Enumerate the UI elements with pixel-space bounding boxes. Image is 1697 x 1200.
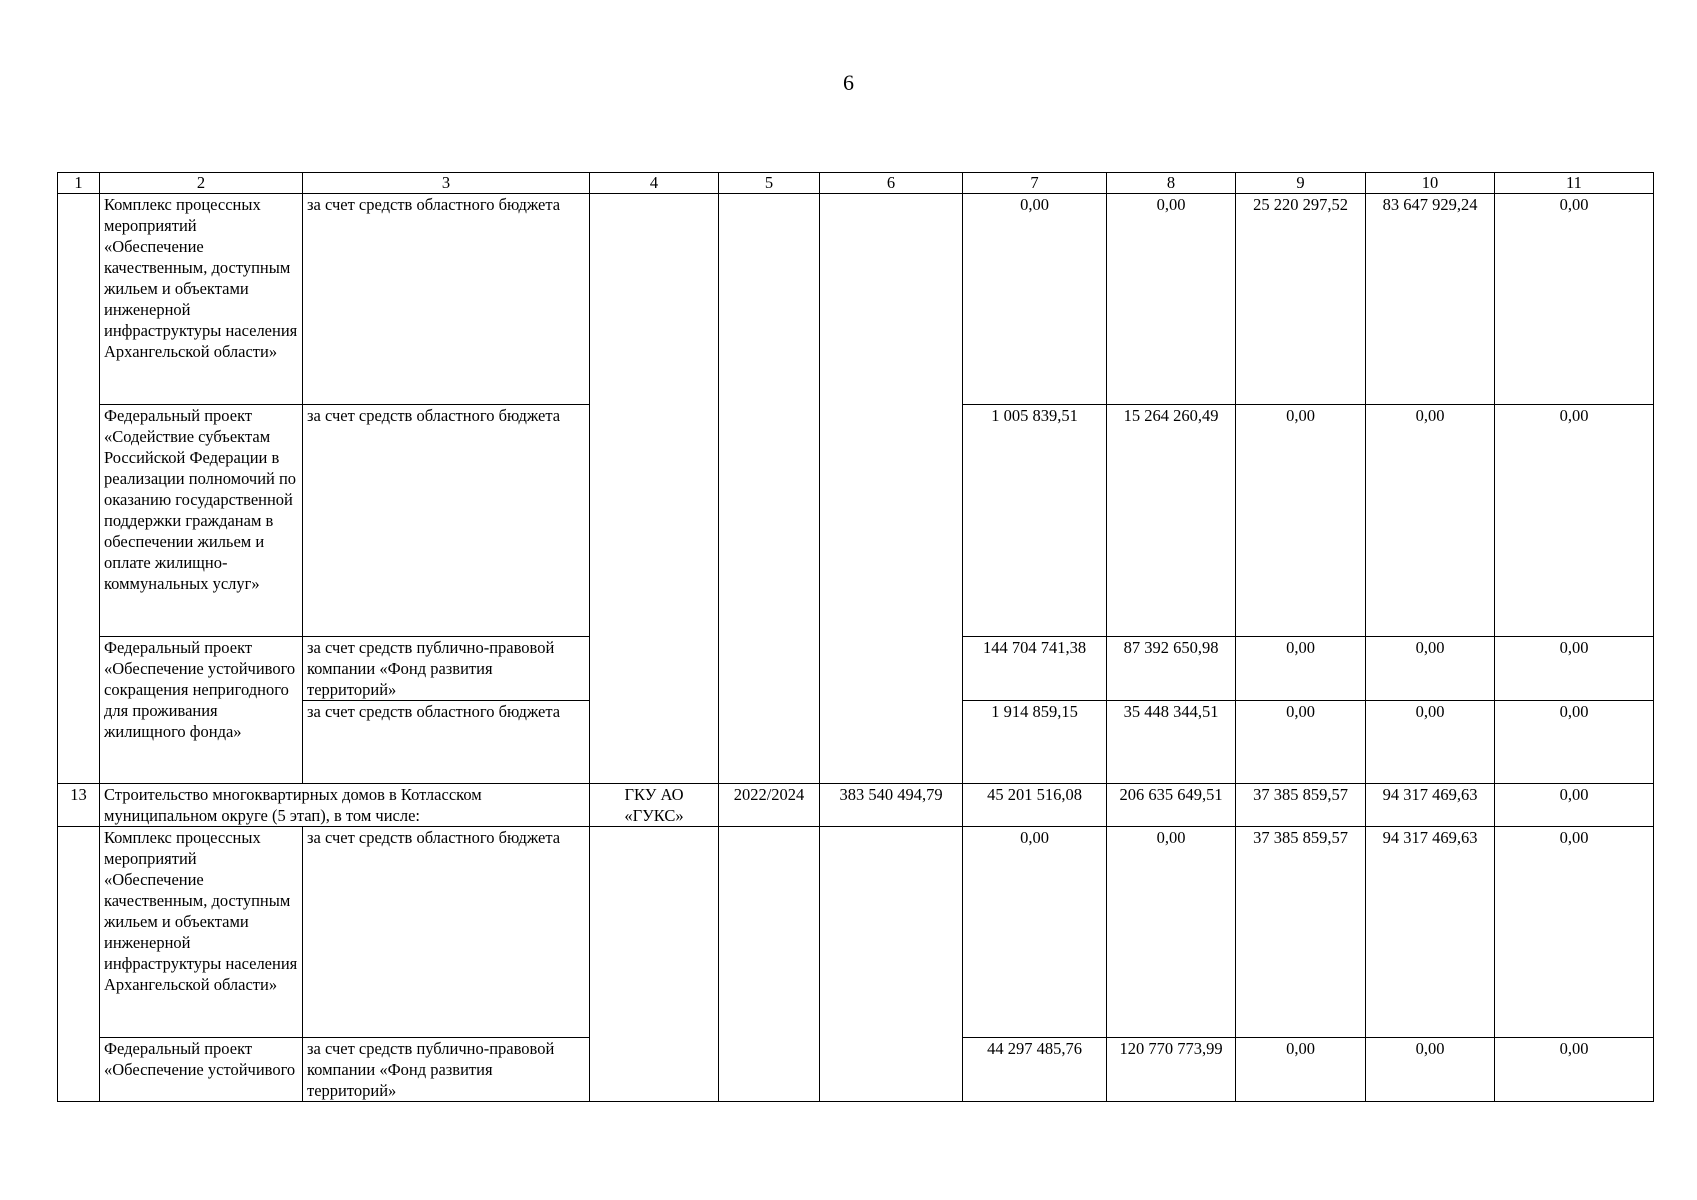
col-header-2: 2 [100, 173, 303, 194]
value-col-7: 0,00 [963, 194, 1107, 405]
value-col-10: 83 647 929,24 [1366, 194, 1495, 405]
funding-source: за счет средств областного бюджета [303, 194, 590, 405]
funding-source: за счет средств областного бюджета [303, 701, 590, 784]
value-col-11: 0,00 [1495, 1038, 1654, 1102]
table-row [58, 194, 1654, 405]
col-header-1: 1 [58, 173, 100, 194]
value-col-9: 25 220 297,52 [1236, 194, 1366, 405]
subitem-name: Федеральный проект «Обеспечение устойчивого сокращения непригодного для проживания жилищного фонда» [100, 637, 303, 784]
value-col-7: 1 914 859,15 [963, 701, 1107, 784]
value-col-7: 44 297 485,76 [963, 1038, 1107, 1102]
table-row [58, 827, 1654, 1038]
value-col-8: 120 770 773,99 [1107, 1038, 1236, 1102]
value-col-10: 94 317 469,63 [1366, 784, 1495, 827]
value-col-9: 37 385 859,57 [1236, 784, 1366, 827]
period-cell [719, 827, 820, 1102]
value-col-11: 0,00 [1495, 637, 1654, 701]
value-col-7: 45 201 516,08 [963, 784, 1107, 827]
funding-source: за счет средств областного бюджета [303, 827, 590, 1038]
value-col-8: 87 392 650,98 [1107, 637, 1236, 701]
value-col-8: 206 635 649,51 [1107, 784, 1236, 827]
subitem-name: Комплекс процессных мероприятий «Обеспечение качественным, доступным жильем и объектами инженерной инфраструктуры населения Архангельской области» [100, 827, 303, 1038]
value-col-7: 0,00 [963, 827, 1107, 1038]
value-col-11: 0,00 [1495, 405, 1654, 637]
value-col-11: 0,00 [1495, 827, 1654, 1038]
col-header-10: 10 [1366, 173, 1495, 194]
col-header-8: 8 [1107, 173, 1236, 194]
value-col-8: 15 264 260,49 [1107, 405, 1236, 637]
value-col-9: 0,00 [1236, 701, 1366, 784]
value-col-9: 0,00 [1236, 405, 1366, 637]
value-col-8: 0,00 [1107, 194, 1236, 405]
value-col-10: 0,00 [1366, 1038, 1495, 1102]
row-number: 13 [58, 784, 100, 827]
customer: ГКУ АО «ГУКС» [590, 784, 719, 827]
col-header-11: 11 [1495, 173, 1654, 194]
funding-source: за счет средств публично-правовой компании «Фонд развития территорий» [303, 1038, 590, 1102]
period: 2022/2024 [719, 784, 820, 827]
col-header-9: 9 [1236, 173, 1366, 194]
col-header-6: 6 [820, 173, 963, 194]
value-col-11: 0,00 [1495, 784, 1654, 827]
value-col-10: 0,00 [1366, 701, 1495, 784]
subitem-name: Комплекс процессных мероприятий «Обеспечение качественным, доступным жильем и объектами инженерной инфраструктуры населения Архангельской области» [100, 194, 303, 405]
value-col-9: 37 385 859,57 [1236, 827, 1366, 1038]
col-header-3: 3 [303, 173, 590, 194]
col-header-5: 5 [719, 173, 820, 194]
value-col-11: 0,00 [1495, 701, 1654, 784]
project-name: Строительство многоквартирных домов в Котласском муниципальном округе (5 этап), в том числе: [100, 784, 590, 827]
value-col-8: 35 448 344,51 [1107, 701, 1236, 784]
value-col-10: 0,00 [1366, 405, 1495, 637]
budget-table [57, 172, 1654, 1102]
row-number-cell [58, 194, 100, 784]
col-header-4: 4 [590, 173, 719, 194]
value-col-7: 1 005 839,51 [963, 405, 1107, 637]
total-cost: 383 540 494,79 [820, 784, 963, 827]
total-cost-cell [820, 827, 963, 1102]
value-col-9: 0,00 [1236, 637, 1366, 701]
column-numbers-row [58, 173, 1654, 194]
col-header-7: 7 [963, 173, 1107, 194]
value-col-10: 94 317 469,63 [1366, 827, 1495, 1038]
subitem-name: Федеральный проект «Содействие субъектам Российской Федерации в реализации полномочий по оказанию государственной поддержки гражданам в обеспечении жильем и оплате жилищно-коммунальных услуг» [100, 405, 303, 637]
value-col-11: 0,00 [1495, 194, 1654, 405]
funding-source: за счет средств областного бюджета [303, 405, 590, 637]
page-number: 6 [843, 70, 854, 95]
table-row [58, 784, 1654, 827]
customer-cell [590, 827, 719, 1102]
value-col-7: 144 704 741,38 [963, 637, 1107, 701]
subitem-name: Федеральный проект «Обеспечение устойчивого [100, 1038, 303, 1102]
customer-cell [590, 194, 719, 784]
funding-source: за счет средств публично-правовой компании «Фонд развития территорий» [303, 637, 590, 701]
period-cell [719, 194, 820, 784]
value-col-8: 0,00 [1107, 827, 1236, 1038]
row-number-cell [58, 827, 100, 1102]
value-col-9: 0,00 [1236, 1038, 1366, 1102]
total-cost-cell [820, 194, 963, 784]
value-col-10: 0,00 [1366, 637, 1495, 701]
